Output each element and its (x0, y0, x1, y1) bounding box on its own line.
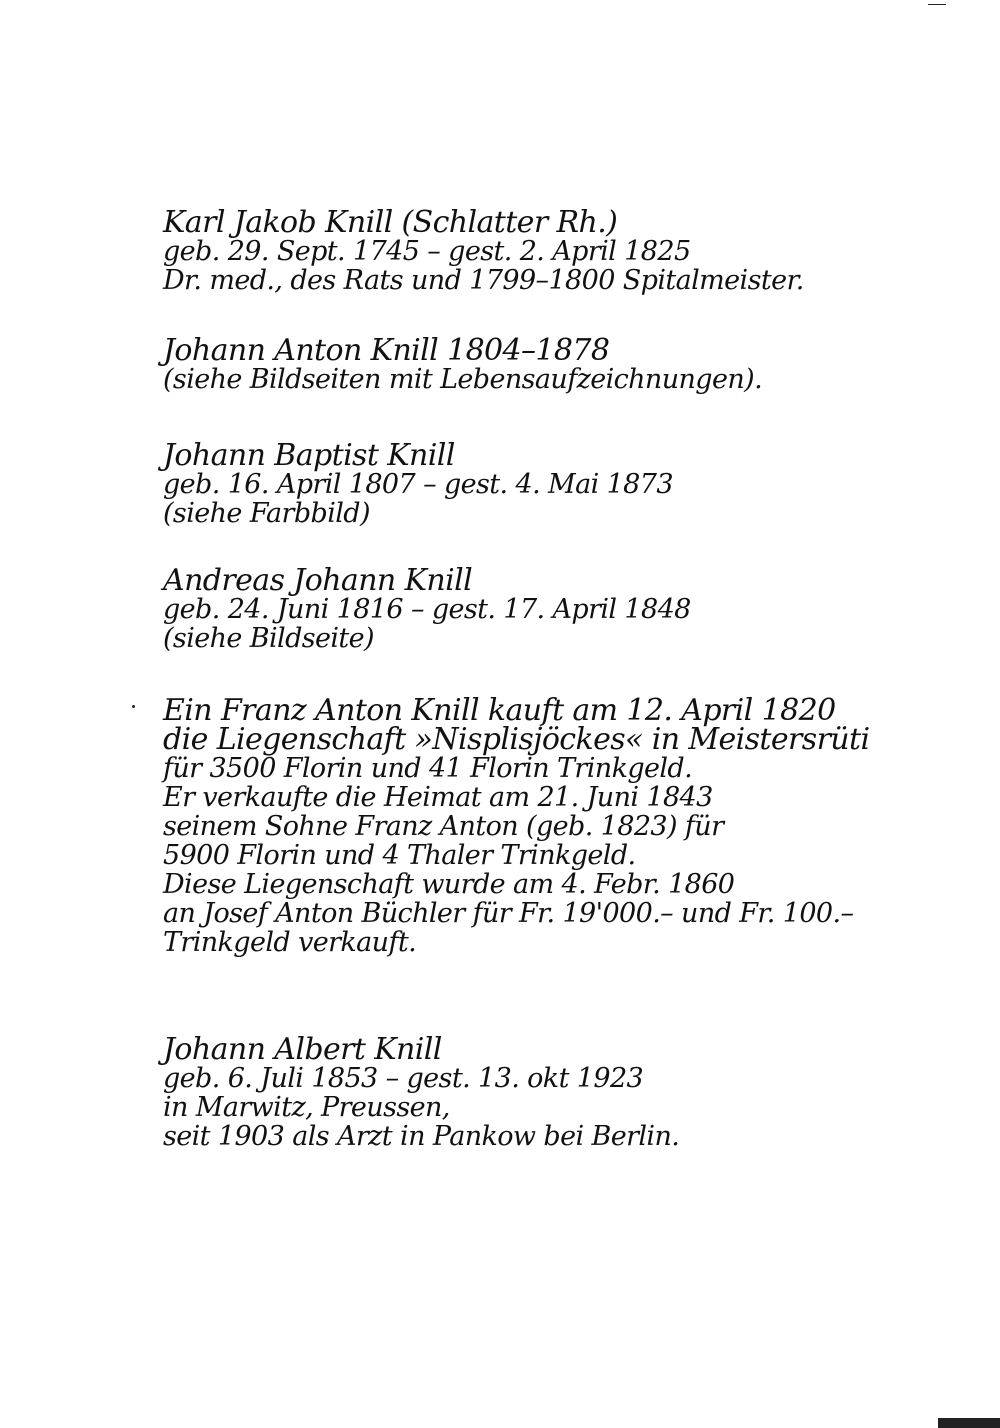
entry-note: (siehe Bildseiten mit Lebensaufzeichnungen). (163, 364, 763, 395)
entry-johann-anton-knill (163, 333, 763, 395)
ink-dot (132, 705, 135, 708)
entry-name: Johann Anton Knill 1804–1878 (163, 333, 610, 368)
entry-name: Johann Albert Knill (163, 1032, 442, 1067)
entry-text-line: Er verkaufte die Heimat am 21. Juni 1843 (163, 782, 713, 813)
entry-dates: geb. 6. Juli 1853 – gest. 13. okt 1923 (163, 1063, 644, 1094)
entry-andreas-johann-knill (163, 563, 691, 654)
entry-johann-baptist-knill (163, 438, 673, 529)
entry-note: (siehe Farbbild) (163, 498, 370, 529)
entry-dates: geb. 16. April 1807 – gest. 4. Mai 1873 (163, 469, 673, 500)
entry-text-line: für 3500 Florin und 41 Florin Trinkgeld. (163, 753, 693, 784)
entry-note: (siehe Bildseite) (163, 623, 374, 654)
entry-text-line: an Josef Anton Büchler für Fr. 19'000.– und Fr. 100.– (163, 898, 854, 929)
scan-mark-bottom (938, 1418, 1000, 1428)
entry-note: Dr. med., des Rats und 1799–1800 Spitalmeister. (163, 265, 804, 296)
entry-text-line: seinem Sohne Franz Anton (geb. 1823) für (163, 811, 724, 842)
entry-text-line: 5900 Florin und 4 Thaler Trinkgeld. (163, 840, 636, 871)
entry-karl-jakob-knill (163, 205, 804, 296)
entry-johann-albert-knill (163, 1032, 680, 1152)
entry-name: Andreas Johann Knill (163, 563, 473, 598)
entry-name: Johann Baptist Knill (163, 438, 455, 473)
entry-note: in Marwitz, Preussen, (163, 1092, 450, 1123)
entry-text-line: Diese Liegenschaft wurde am 4. Febr. 1860 (163, 869, 735, 900)
entry-text-line: die Liegenschaft »Nisplisjöckes« in Meistersrüti (163, 722, 870, 757)
entry-text-line: Ein Franz Anton Knill kauft am 12. April 1820 (163, 693, 836, 728)
entry-note: seit 1903 als Arzt in Pankow bei Berlin. (163, 1121, 680, 1152)
entry-name: Karl Jakob Knill (Schlatter Rh.) (163, 205, 618, 240)
entry-dates: geb. 29. Sept. 1745 – gest. 2. April 1825 (163, 236, 691, 267)
entry-dates: geb. 24. Juni 1816 – gest. 17. April 1848 (163, 594, 691, 625)
entry-text-line: Trinkgeld verkauft. (163, 927, 417, 958)
entry-franz-anton-knill-property (163, 693, 870, 958)
scan-mark-top (928, 4, 946, 5)
